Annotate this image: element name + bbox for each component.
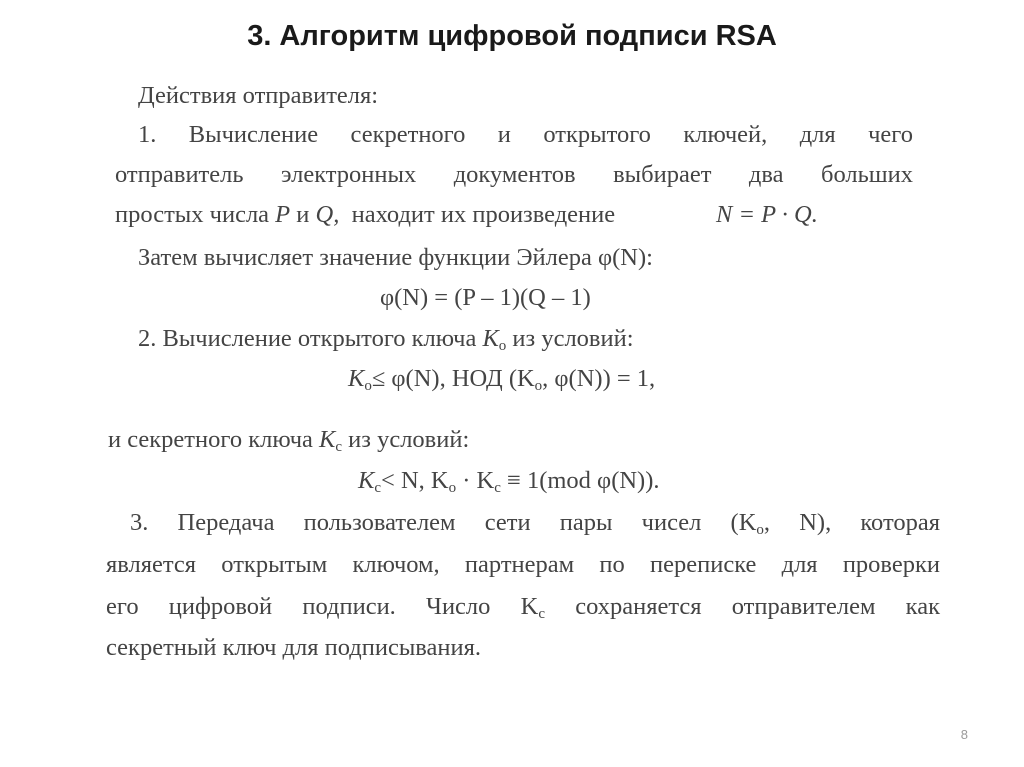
cond-b-mid: · K	[456, 467, 495, 494]
step3-l1-lead: 3. Передача пользователем сети пары чисел (K	[130, 509, 757, 536]
page-number: 8	[960, 727, 968, 742]
step2-lead: 2. Вычисление открытого ключа	[138, 325, 477, 352]
cond-b-rest: < N, K	[381, 467, 449, 494]
product-formula	[716, 203, 818, 228]
step1-line3-rest: находит их произведение	[351, 201, 616, 228]
conj-and: и	[296, 201, 310, 228]
step3-l3-lead: его цифровой подписи. Число K	[106, 593, 539, 620]
step3-line1	[130, 511, 940, 536]
step3-l3-sub: с	[538, 606, 545, 622]
step3-l1-rest: , N), которая	[763, 509, 941, 536]
cond-a-end: , φ(N)) = 1,	[542, 365, 656, 392]
euler-formula: φ(N) = (P – 1)(Q – 1)	[380, 284, 591, 311]
secret-key-line	[108, 428, 469, 453]
cond-b-sub: с	[374, 480, 382, 496]
step1-line2: отправитель электронных документов выбирает два больших	[115, 161, 913, 188]
secret-lead: и секретного ключа	[108, 426, 313, 453]
secret-rest: из условий:	[348, 426, 470, 453]
step2-key-sub: о	[498, 338, 507, 354]
product-expression: N = P · Q.	[716, 201, 818, 228]
step2-rest: из условий:	[512, 325, 634, 352]
step2-key: K	[482, 325, 499, 352]
condition-public-key	[348, 367, 655, 392]
step1-line3	[115, 203, 615, 228]
step3-line4: секретный ключ для подписывания.	[106, 634, 482, 661]
heading-sender-actions: Действия отправителя:	[138, 82, 379, 109]
cond-b-sub3: с	[494, 480, 501, 496]
secret-key-sub: с	[335, 439, 343, 455]
euler-line	[138, 246, 653, 271]
euler-phi-n: φ(N):	[598, 244, 653, 271]
step3-line2: является открытым ключом, партнерам по переписке для проверки	[106, 551, 940, 578]
var-p: P	[275, 201, 291, 228]
cond-a-rest: ≤ φ(N), НОД (K	[371, 365, 535, 392]
cond-a-sub2: о	[534, 378, 543, 394]
step1-line3-text: простых числа	[115, 201, 270, 228]
cond-a-k: K	[348, 365, 365, 392]
secret-key: K	[319, 426, 336, 453]
step1-line1: 1. Вычисление секретного и открытого ключей, для чего	[138, 121, 913, 148]
cond-b-end: ≡ 1(mod φ(N)).	[500, 467, 660, 494]
step3-line3	[106, 595, 940, 620]
step3-l3-rest: сохраняется отправителем как	[545, 593, 940, 620]
cond-a-sub: о	[364, 378, 372, 394]
step3-l1-sub: о	[756, 522, 764, 538]
cond-b-k: K	[358, 467, 375, 494]
var-q: Q,	[315, 201, 340, 228]
step2-line	[138, 327, 634, 352]
condition-secret-key	[358, 469, 659, 494]
cond-b-sub2: о	[448, 480, 457, 496]
euler-lead: Затем вычисляет значение функции Эйлера	[138, 244, 592, 271]
slide-title: 3. Алгоритм цифровой подписи RSA	[247, 20, 777, 52]
